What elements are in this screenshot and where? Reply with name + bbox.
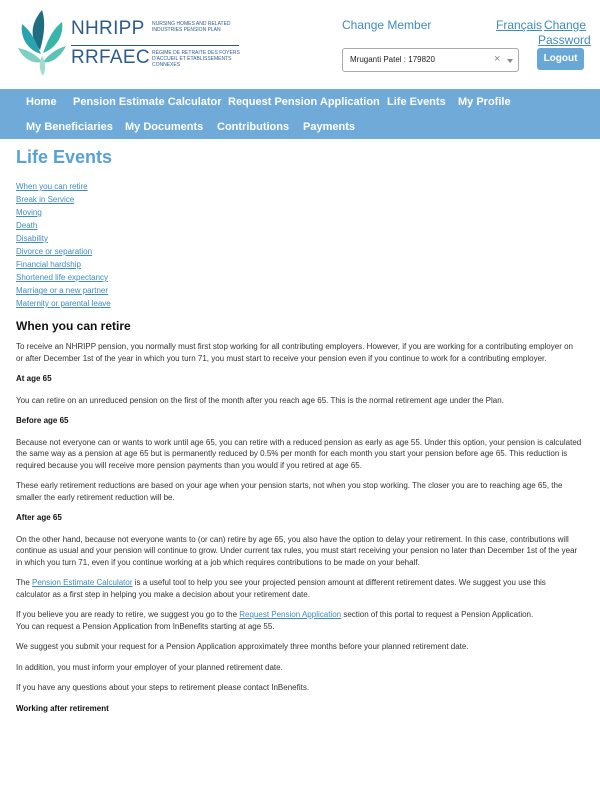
ready-text-post: section of this portal to request a Pension Application. (341, 610, 534, 619)
toc-link-disability[interactable]: Disability (16, 234, 49, 243)
after-65-heading: After age 65 (16, 513, 62, 522)
nav-item-pension-estimate-calculator[interactable]: Pension Estimate Calculator (73, 96, 222, 108)
clear-icon[interactable]: × (494, 53, 501, 65)
retire-section (16, 319, 582, 724)
change-member-label: Change Member (342, 18, 432, 32)
at-65-heading: At age 65 (16, 374, 52, 383)
working-after-retirement-heading: Working after retirement (16, 703, 109, 713)
nav-item-payments[interactable]: Payments (303, 121, 355, 133)
page-title: Life Events (16, 147, 113, 167)
before-65-heading: Before age 65 (16, 416, 69, 425)
leaf-logo-icon (14, 6, 70, 78)
toc-link-moving[interactable]: Moving (16, 208, 42, 217)
chevron-down-icon[interactable] (507, 59, 513, 63)
nav-item-home[interactable]: Home (26, 96, 57, 108)
toc-link-maternity-or-parental-leave[interactable]: Maternity or parental leave (16, 299, 111, 308)
ready-paragraph (16, 609, 582, 621)
inform-paragraph: In addition, you must inform your employer of your planned retirement date. (16, 662, 283, 672)
intro-paragraph: To receive an NHRIPP pension, you normally must first stop working for all contributing employers. However, if you are working for a contributing employer on or after December 1st of the year in which you turn 71, you must start to receive your pension even if you continue to work for a contributing employer. (16, 342, 573, 363)
after-65-paragraph: On the other hand, because not everyone wants to (or can) retire by age 65, you also have the option to delay your retirement. In this case, contributions will continue as usual and your pension will continue to grow. Under current tax rules, you must start receiving your pension no later than December 1st of the year in which you turn 71, even if you continue working at a job which requires contributions to be made on your behalf. (16, 534, 578, 567)
change-password-link[interactable]: Change Password (538, 18, 591, 47)
toc-link-divorce-or-separation[interactable]: Divorce or separation (16, 247, 93, 256)
logo-nhripp-text: NHRIPP (71, 18, 145, 39)
nav-item-request-pension-application[interactable]: Request Pension Application (228, 96, 380, 108)
nav-item-life-events[interactable]: Life Events (387, 96, 446, 108)
nav-item-my-documents[interactable]: My Documents (125, 121, 204, 133)
nav-item-contributions[interactable]: Contributions (217, 121, 290, 133)
toc-link-when-you-can-retire[interactable]: When you can retire (16, 182, 88, 191)
questions-paragraph: If you have any questions about your steps to retirement please contact InBenefits. (16, 683, 310, 692)
toc-link-death[interactable]: Death (16, 221, 38, 230)
calculator-paragraph (16, 577, 582, 600)
logo-rrfaec-text: RRFAEC (71, 47, 150, 68)
life-events-toc (16, 180, 111, 310)
request-pension-application-link[interactable]: Request Pension Application (239, 610, 342, 619)
logo-subtitle-en: NURSING HOMES AND RELATED INDUSTRIES PENSION PLAN (152, 21, 231, 33)
toc-link-financial-hardship[interactable]: Financial hardship (16, 260, 81, 269)
nav-item-my-profile[interactable]: My Profile (458, 96, 511, 108)
header (0, 0, 600, 89)
logo-subtitle-fr: RÉGIME DE RETRAITE DES FOYERS D'ACCUEIL ET ÉTABLISSEMENTS CONNEXES (152, 50, 240, 68)
calculator-text-post: is a useful tool to help you see your projected pension amount at different retirement dates. We suggest you use this calculator as a first step in helping you make a decision about your retirement date. (16, 578, 546, 599)
section-title: When you can retire (16, 319, 131, 333)
member-select[interactable] (342, 48, 519, 72)
language-link[interactable]: Français (496, 18, 543, 32)
suggest-paragraph: We suggest you submit your request for a Pension Application approximately three months before your planned retirement date. (16, 642, 469, 651)
before-65-paragraph-1: Because not everyone can or wants to work until age 65, you can retire with a reduced pension as early as age 55. Under this option, your pension is calculated the same way as a pension at age 65 but is permanently reduced by 0.5% per month for each month you start your pension before age 65. This reduction is required because you will receive more pension payments than you would if you retired at age 65. (16, 437, 582, 470)
toc-link-marriage-or-new-partner[interactable]: Marriage or a new partner (16, 286, 109, 295)
pension-estimate-calculator-link[interactable]: Pension Estimate Calculator (32, 578, 133, 587)
logo-divider (71, 45, 239, 46)
main-nav (0, 89, 600, 139)
ready-text-pre: If you believe you are ready to retire, we suggest you go to the (16, 610, 240, 619)
member-select-value: Mruganti Patel : 179820 (350, 55, 435, 64)
before-65-paragraph-2: These early retirement reductions are based on your age when your pension starts, not when you stop working. The closer you are to reaching age 65, the smaller the early retirement reduction will be. (16, 481, 563, 502)
toc-link-shortened-life-expectancy[interactable]: Shortened life expectancy (16, 273, 109, 282)
nav-item-my-beneficiaries[interactable]: My Beneficiaries (26, 121, 113, 133)
calculator-text-pre: The (16, 578, 33, 587)
nhripp-logo[interactable] (14, 6, 244, 78)
logout-button[interactable]: Logout (537, 48, 584, 70)
at-65-paragraph: You can retire on an unreduced pension on the first of the month after you reach age 65. This is the normal retirement age under the Plan. (16, 395, 504, 405)
ready-paragraph-line-2: You can request a Pension Application from InBenefits starting at age 55. (16, 621, 275, 631)
toc-link-break-in-service[interactable]: Break in Service (16, 195, 75, 204)
main-content (0, 139, 600, 800)
